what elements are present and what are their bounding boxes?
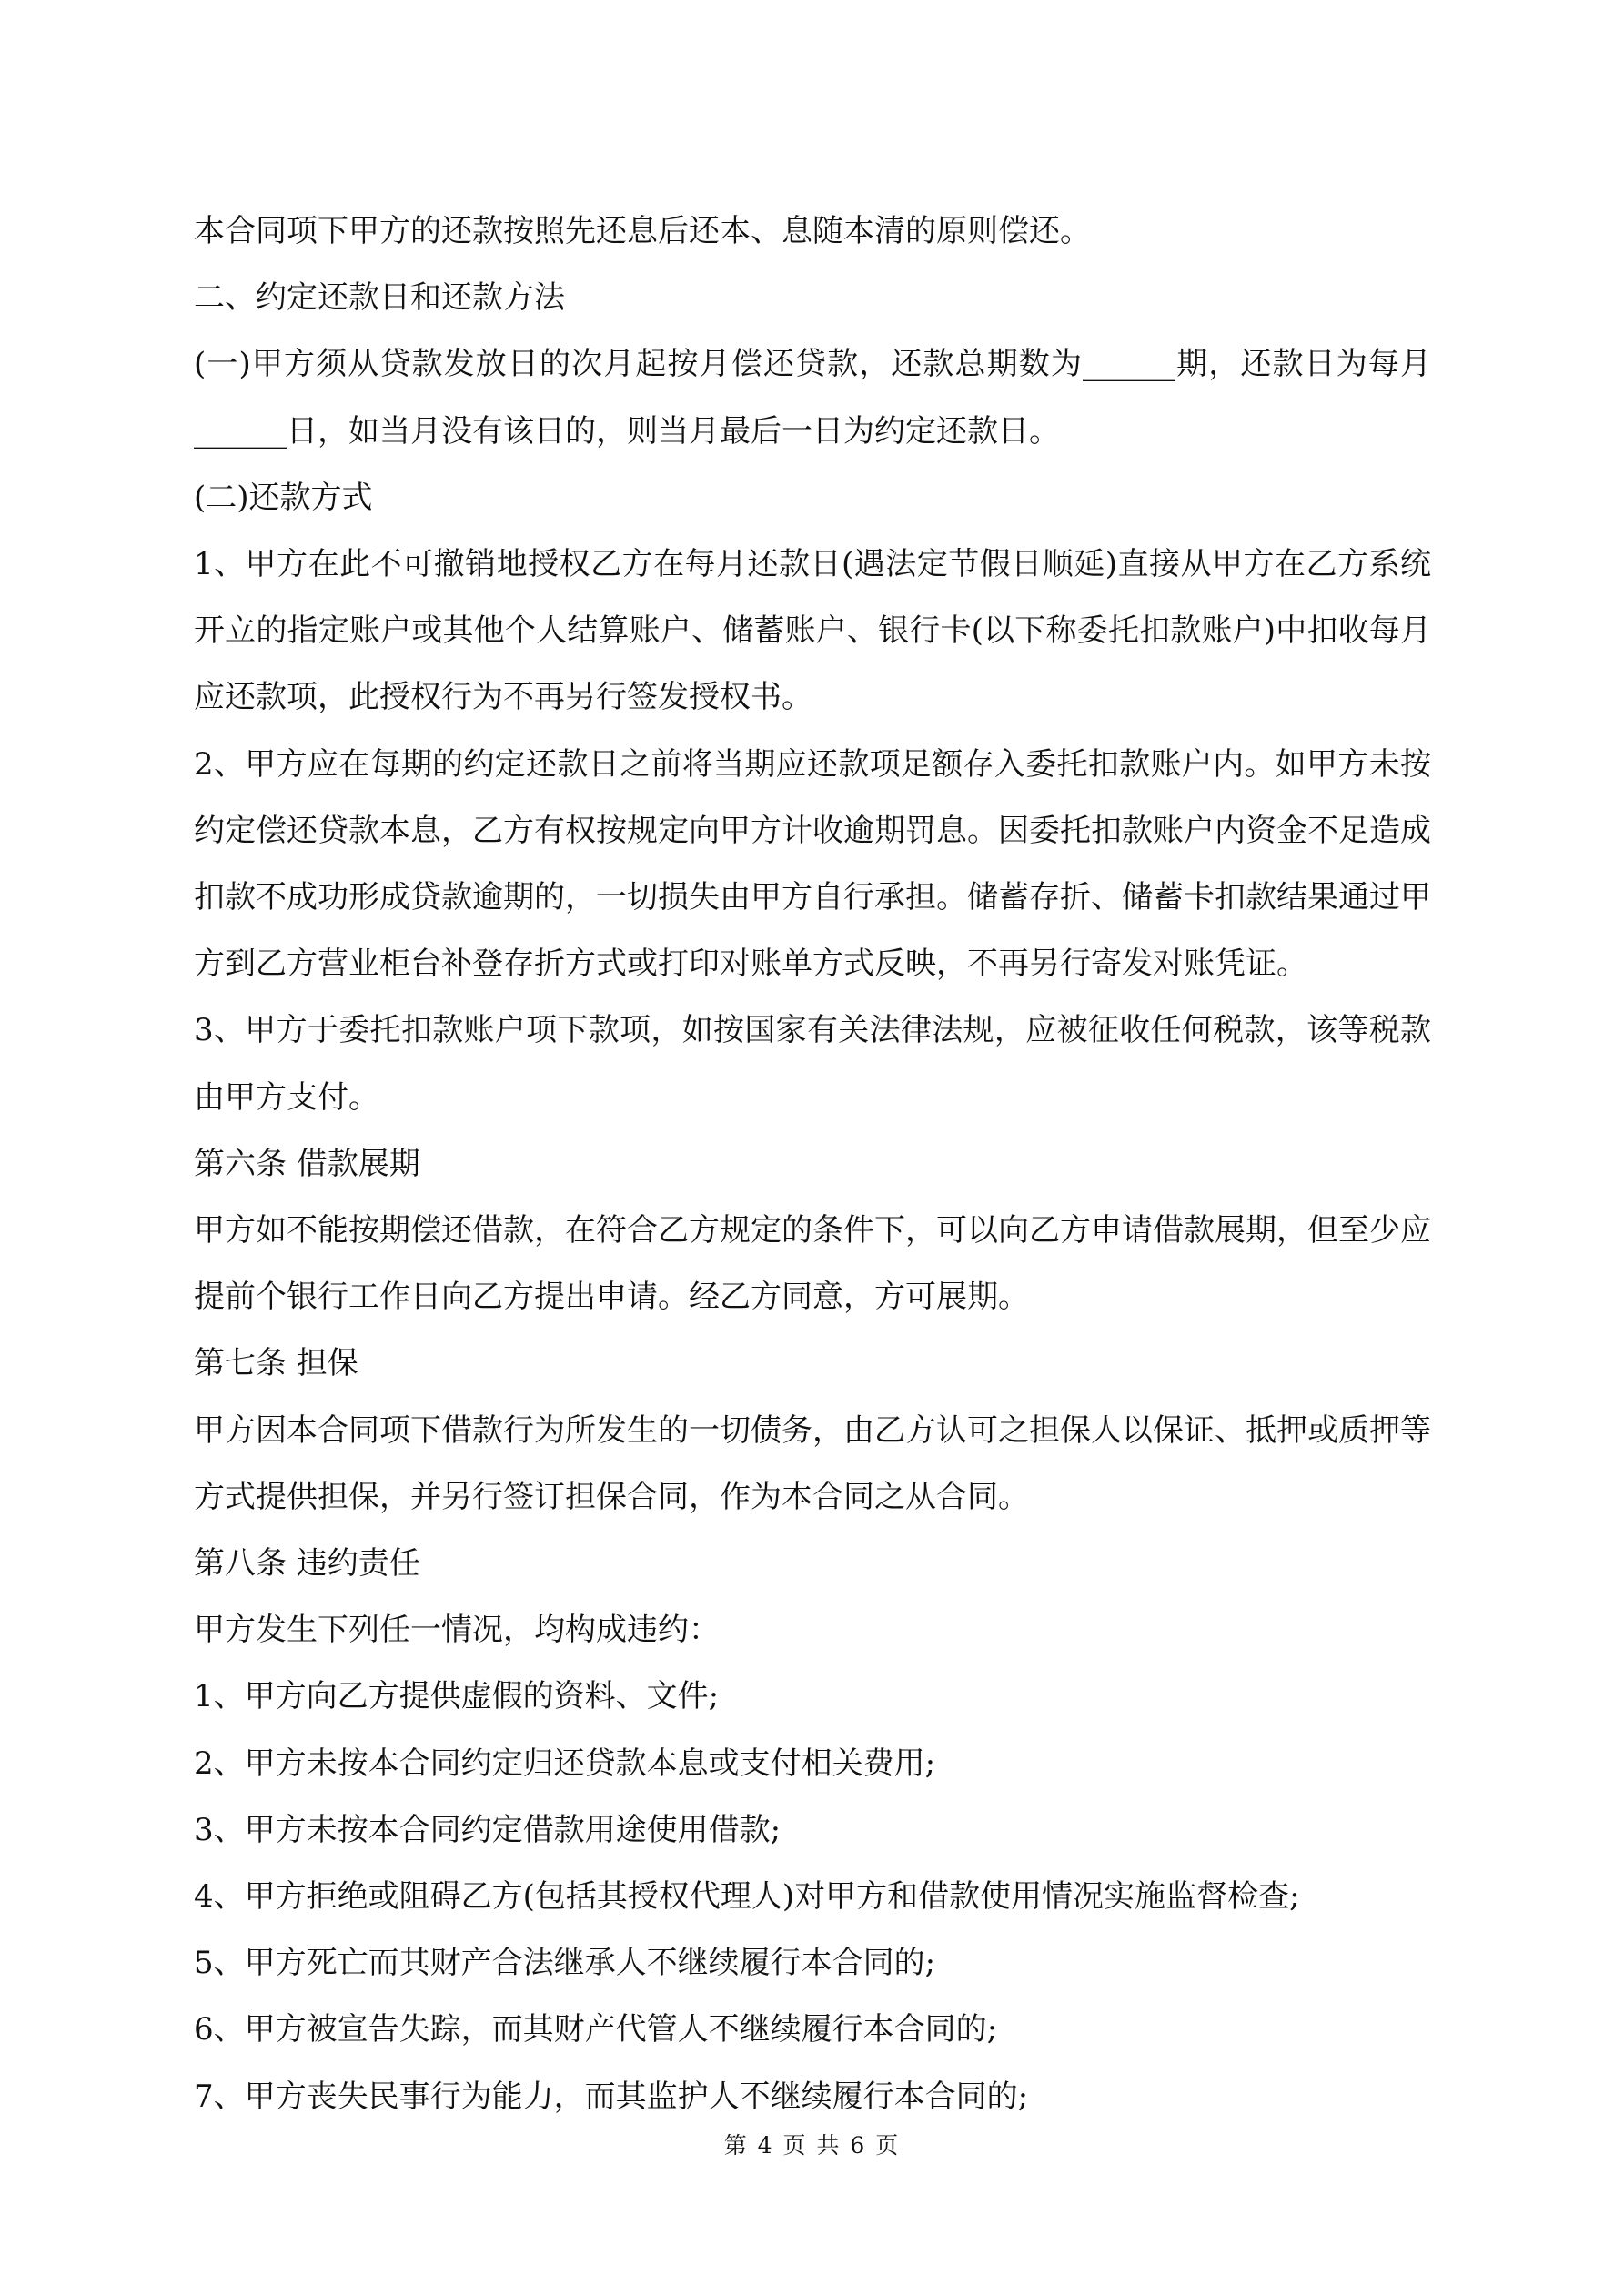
- article-heading-loan-extension: 第六条 借款展期: [194, 1145, 420, 1182]
- breach-item-4: 4、甲方拒绝或阻碍乙方(包括其授权代理人)对甲方和借款使用情况实施监督检查;: [194, 1878, 1300, 1916]
- breach-item-2: 2、甲方未按本合同约定归还贷款本息或支付相关费用;: [194, 1745, 936, 1782]
- paragraph-repayment-schedule: (一)甲方须从贷款发放日的次月起按月偿还贷款，还款总期数为______期，还款日为每月______日，如当月没有该日的，则当月最后一日为约定还款日。: [194, 346, 1431, 450]
- paragraph-breach-intro: 甲方发生下列任一情况，均构成违约：: [194, 1612, 720, 1649]
- breach-item-5: 5、甲方死亡而其财产合法继承人不继续履行本合同的;: [194, 1945, 936, 1982]
- paragraph-tax-payment: 3、甲方于委托扣款账户项下款项，如按国家有关法律法规，应被征收任何税款，该等税款由甲方支付。: [194, 1012, 1431, 1116]
- page-number-footer: 第 4 页 共 6 页: [723, 2132, 901, 2159]
- paragraph-loan-extension: 甲方如不能按期偿还借款，在符合乙方规定的条件下，可以向乙方申请借款展期，但至少应提前个银行工作日向乙方提出申请。经乙方同意，方可展期。: [194, 1212, 1431, 1316]
- paragraph-guarantee: 甲方因本合同项下借款行为所发生的一切债务，由乙方认可之担保人以保证、抵押或质押等方式提供担保，并另行签订担保合同，作为本合同之从合同。: [194, 1411, 1431, 1515]
- article-heading-breach: 第八条 违约责任: [194, 1545, 420, 1583]
- paragraph-repayment-principle: 本合同项下甲方的还款按照先还息后还本、息随本清的原则偿还。: [194, 213, 1091, 249]
- breach-item-3: 3、甲方未按本合同约定借款用途使用借款;: [194, 1811, 782, 1848]
- paragraph-deposit-obligation: 2、甲方应在每期的约定还款日之前将当期应还款项足额存入委托扣款账户内。如甲方未按约定偿还贷款本息，乙方有权按规定向甲方计收逾期罚息。因委托扣款账户内资金不足造成扣款不成功形成贷款逾期的，一切损失由甲方自行承担。储蓄存折、储蓄卡扣款结果通过甲方到乙方营业柜台补登存折方式或打印对账单方式反映，不再另行寄发对账凭证。: [194, 745, 1431, 983]
- breach-item-6: 6、甲方被宣告失踪，而其财产代管人不继续履行本合同的;: [194, 2011, 998, 2048]
- breach-item-7: 7、甲方丧失民事行为能力，而其监护人不继续履行本合同的;: [194, 2078, 1029, 2115]
- article-heading-guarantee: 第七条 担保: [194, 1345, 358, 1382]
- section-heading-repayment-date: 二、约定还款日和还款方法: [194, 279, 565, 317]
- document-body: [194, 198, 1431, 2130]
- subheading-repayment-method: (二)还款方式: [194, 479, 373, 516]
- paragraph-auto-debit-authorization: 1、甲方在此不可撤销地授权乙方在每月还款日(遇法定节假日顺延)直接从甲方在乙方系统开立的指定账户或其他个人结算账户、储蓄账户、银行卡(以下称委托扣款账户)中扣收每月应还款项，此授权行为不再另行签发授权书。: [194, 546, 1431, 716]
- breach-item-1: 1、甲方向乙方提供虚假的资料、文件;: [194, 1678, 720, 1715]
